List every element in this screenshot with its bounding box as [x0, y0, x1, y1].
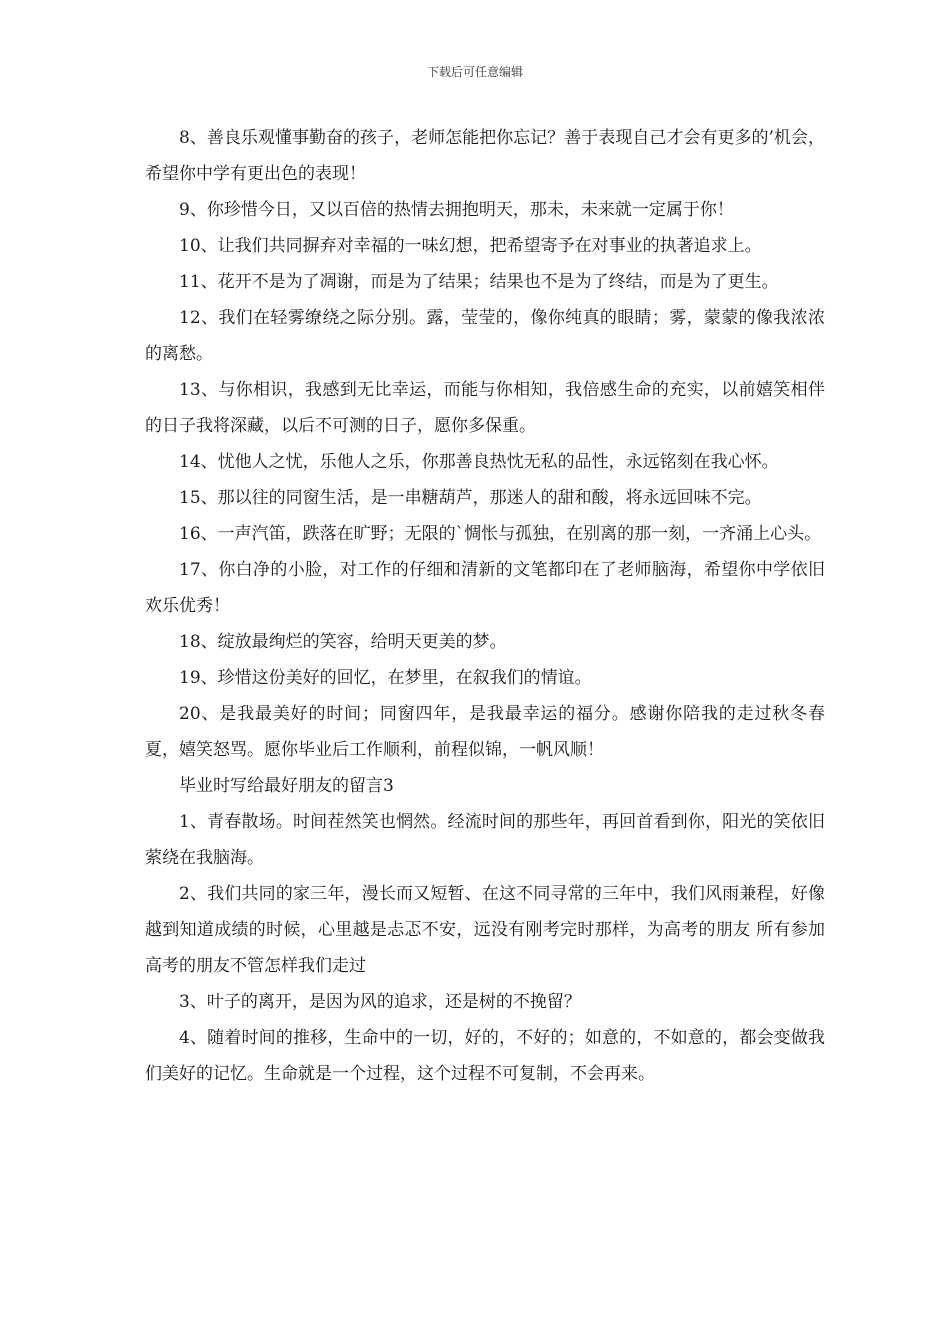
paragraph-12: 12、我们在轻雾缭绕之际分别。露，莹莹的，像你纯真的眼睛；雾，蒙蒙的像我浓浓的离愁。	[145, 308, 825, 364]
paragraph-16: 16、一声汽笛，跌落在旷野；无限的`惆怅与孤独，在别离的那一刻，一齐涌上心头。	[179, 524, 822, 544]
paragraph-11: 11、花开不是为了凋谢，而是为了结果；结果也不是为了终结，而是为了更生。	[179, 272, 779, 292]
paragraph-18: 18、绽放最绚烂的笑容，给明天更美的梦。	[179, 632, 507, 652]
paragraph-15: 15、那以往的同窗生活，是一串糖葫芦，那迷人的甜和酸，将永远回味不完。	[179, 488, 762, 508]
paragraph-8: 8、善良乐观懂事勤奋的孩子，老师怎能把你忘记？善于表现自己才会有更多的’机会，希望你中学有更出色的表现！	[145, 128, 825, 184]
paragraph-9: 9、你珍惜今日，又以百倍的热情去拥抱明天，那未，未来就一定属于你！	[179, 200, 734, 220]
paragraph-13: 13、与你相识，我感到无比幸运，而能与你相知，我倍感生命的充实，以前嬉笑相伴的日子我将深藏，以后不可测的日子，愿你多保重。	[145, 380, 825, 436]
section-heading: 毕业时写给最好朋友的留言3	[179, 776, 394, 796]
paragraph-s3-1: 1、青春散场。时间茬然笑也惘然。经流时间的那些年，再回首看到你，阳光的笑依旧萦绕在我脑海。	[145, 812, 825, 868]
paragraph-17: 17、你白净的小脸，对工作的仔细和清新的文笔都印在了老师脑海，希望你中学依旧欢乐优秀！	[145, 560, 825, 616]
paragraph-19: 19、珍惜这份美好的回忆，在梦里，在叙我们的情谊。	[179, 668, 592, 688]
paragraph-s3-2: 2、我们共同的家三年，漫长而又短暂、在这不同寻常的三年中，我们风雨兼程，好像越到知道成绩的时候，心里越是忐忑不安，远没有刚考完时那样，为高考的朋友 所有参加高考的朋友不管怎样我们走过	[145, 884, 825, 976]
paragraph-14: 14、忧他人之忧，乐他人之乐，你那善良热忱无私的品性，永远铭刻在我心怀。	[179, 452, 779, 472]
paragraph-s3-3: 3、叶子的离开，是因为风的追求，还是树的不挽留？	[179, 992, 581, 1012]
page-header: 下载后可任意编辑	[426, 65, 523, 79]
paragraph-10: 10、让我们共同摒弃对幸福的一味幻想，把希望寄予在对事业的执著追求上。	[179, 236, 762, 256]
paragraph-s3-4: 4、随着时间的推移，生命中的一切，好的，不好的；如意的，不如意的，都会变做我们美好的记忆。生命就是一个过程，这个过程不可复制，不会再来。	[145, 1028, 825, 1084]
paragraph-20: 20、是我最美好的时间；同窗四年，是我最幸运的福分。感谢你陪我的走过秋冬春夏，嬉笑怒骂。愿你毕业后工作顺利，前程似锦，一帆风顺！	[145, 704, 825, 760]
document-body	[145, 120, 825, 1092]
